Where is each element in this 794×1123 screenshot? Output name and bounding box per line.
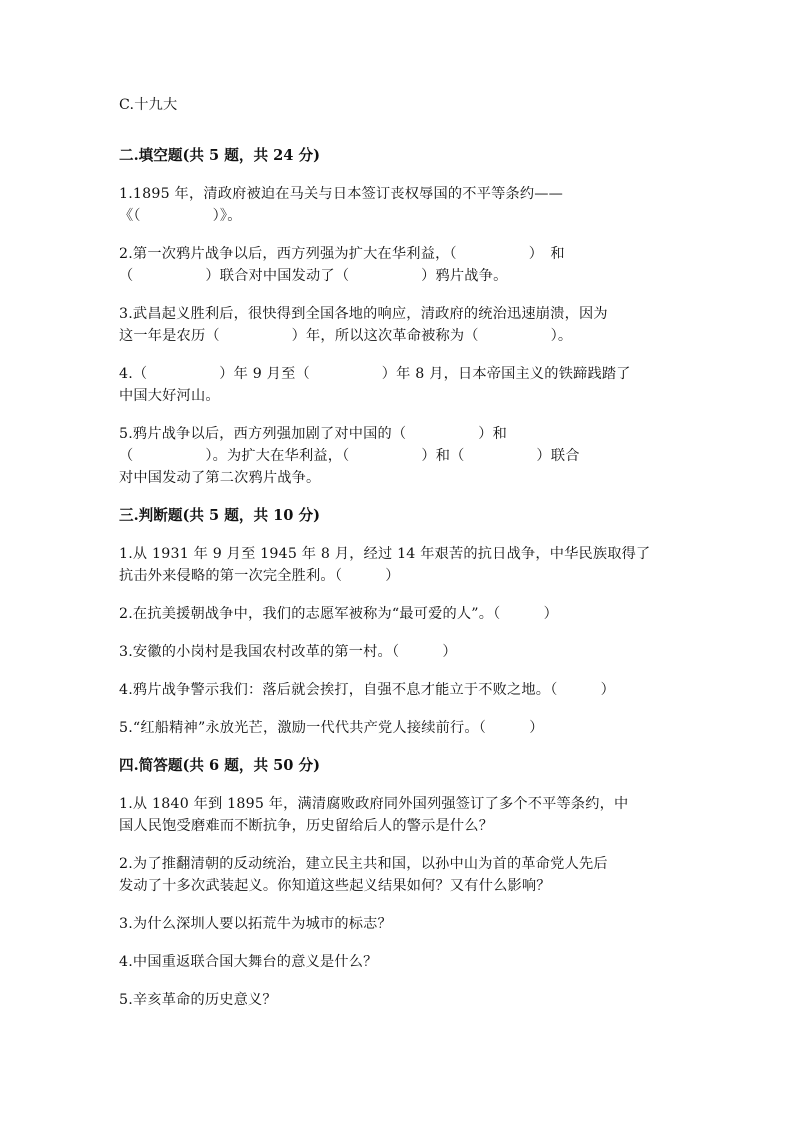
question-line: 4.鸦片战争警示我们：落后就会挨打，自强不息才能立于不败之地。（ ） bbox=[119, 682, 616, 698]
short-answer-question-2 bbox=[119, 853, 684, 897]
section-fill-blank-heading: 二.填空题(共 5 题，共 24 分) bbox=[119, 147, 321, 164]
short-answer-question-3 bbox=[119, 913, 684, 935]
question-line: 抗击外来侵略的第一次完全胜利。（ ） bbox=[119, 568, 400, 584]
fill-blank-question-3 bbox=[119, 303, 684, 347]
question-line: 5.“红船精神”永放光芒，激励一代代共产党人接续前行。（ ） bbox=[119, 720, 544, 736]
question-line: 这一年是农历（ ）年，所以这次革命被称为（ ）。 bbox=[119, 328, 573, 344]
true-false-question-3 bbox=[119, 641, 684, 663]
section-fill-blank bbox=[119, 183, 684, 489]
section-short-answer bbox=[119, 793, 684, 1011]
question-line: 3.为什么深圳人要以拓荒牛为城市的标志？ bbox=[119, 916, 392, 932]
fill-blank-question-2 bbox=[119, 243, 684, 287]
short-answer-question-1 bbox=[119, 793, 684, 837]
question-line: 3.安徽的小岗村是我国农村改革的第一村。（ ） bbox=[119, 644, 457, 660]
question-line: 1.从 1840 年到 1895 年，满清腐败政府同外国列强签订了多个不平等条约，中 bbox=[119, 796, 629, 812]
question-line: 1.从 1931 年 9 月至 1945 年 8 月，经过 14 年艰苦的抗日战争，中华民族取得了 bbox=[119, 546, 651, 562]
question-line: （ ）联合对中国发动了（ ）鸦片战争。 bbox=[119, 268, 508, 284]
question-line: 5.鸦片战争以后，西方列强加剧了对中国的（ ）和 bbox=[119, 426, 508, 442]
question-line: 2.第一次鸦片战争以后，西方列强为扩大在华利益，（ ） 和 bbox=[119, 246, 565, 262]
question-line: 中国大好河山。 bbox=[119, 388, 220, 404]
question-line: 1.1895 年，清政府被迫在马关与日本签订丧权辱国的不平等条约—— bbox=[119, 186, 564, 202]
option-c: C.十九大 bbox=[119, 97, 178, 113]
fill-blank-question-4 bbox=[119, 363, 684, 407]
true-false-question-4 bbox=[119, 679, 684, 701]
question-line: 对中国发动了第二次鸦片战争。 bbox=[119, 470, 321, 486]
section-short-answer-heading: 四.简答题(共 6 题，共 50 分) bbox=[119, 757, 321, 774]
section-true-false bbox=[119, 543, 684, 739]
exam-page bbox=[119, 94, 684, 1027]
true-false-question-2 bbox=[119, 603, 684, 625]
section-true-false-heading: 三.判断题(共 5 题，共 10 分) bbox=[119, 507, 321, 524]
question-line: 3.武昌起义胜利后，很快得到全国各地的响应，清政府的统治迅速崩溃，因为 bbox=[119, 306, 608, 322]
short-answer-question-5 bbox=[119, 989, 684, 1011]
question-line: 2.为了推翻清朝的反动统治，建立民主共和国，以孙中山为首的革命党人先后 bbox=[119, 856, 608, 872]
true-false-question-1 bbox=[119, 543, 684, 587]
fill-blank-question-5 bbox=[119, 423, 684, 489]
question-line: 4.中国重返联合国大舞台的意义是什么？ bbox=[119, 954, 378, 970]
question-line: （ ）。为扩大在华利益，（ ）和（ ）联合 bbox=[119, 448, 580, 464]
question-line: 4.（ ）年 9 月至（ ）年 8 月，日本帝国主义的铁蹄践踏了 bbox=[119, 366, 631, 382]
true-false-question-5 bbox=[119, 717, 684, 739]
question-line: 5.辛亥革命的历史意义？ bbox=[119, 992, 277, 1008]
question-line: 《（ ）》。 bbox=[119, 208, 242, 224]
short-answer-question-4 bbox=[119, 951, 684, 973]
question-line: 国人民饱受磨难而不断抗争，历史留给后人的警示是什么？ bbox=[119, 818, 494, 834]
question-line: 发动了十多次武装起义。你知道这些起义结果如何？又有什么影响？ bbox=[119, 878, 551, 894]
question-line: 2.在抗美援朝战争中，我们的志愿军被称为“最可爱的人”。（ ） bbox=[119, 606, 558, 622]
fill-blank-question-1 bbox=[119, 183, 684, 227]
